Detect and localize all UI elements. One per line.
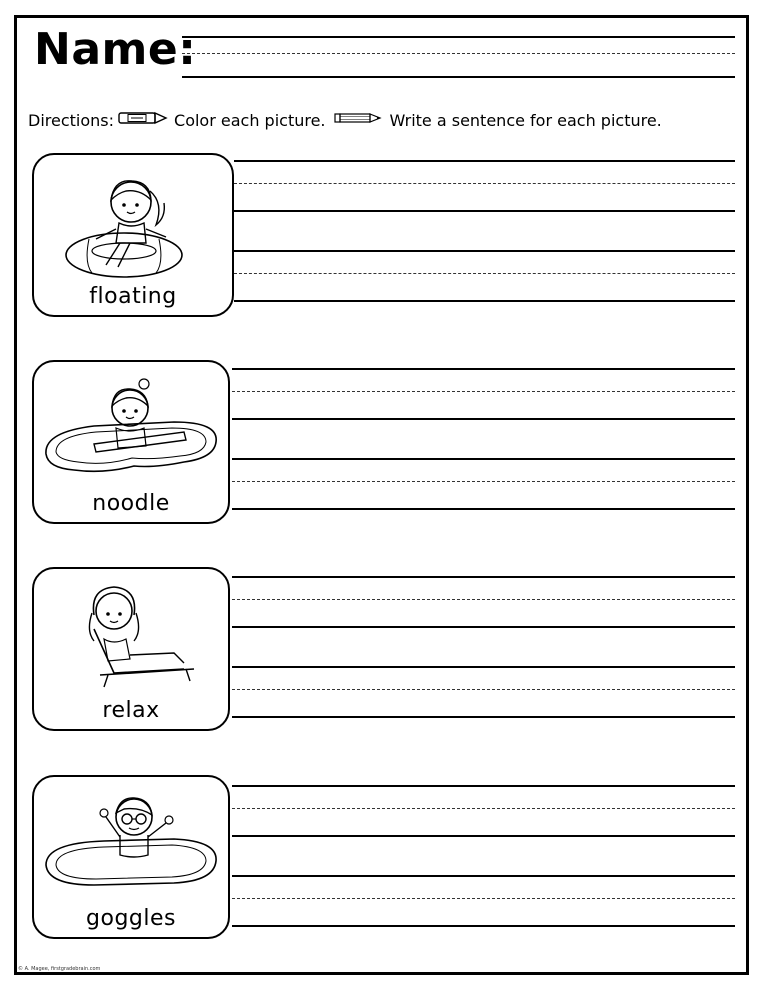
write-line — [232, 875, 735, 877]
write-line — [232, 785, 735, 787]
card-word-relax: relax — [102, 698, 160, 723]
picture-card-floating — [32, 153, 234, 317]
write-line — [232, 576, 735, 578]
guide-line — [232, 808, 735, 809]
write-line — [232, 835, 735, 837]
directions-step2: Write a sentence for each picture. — [389, 110, 662, 130]
write-line — [234, 300, 735, 302]
crayon-icon — [118, 110, 168, 130]
pencil-icon — [334, 110, 384, 130]
picture-card-relax — [32, 567, 230, 731]
girl-with-pool-noodle-icon — [34, 362, 228, 490]
guide-line — [232, 898, 735, 899]
write-line — [234, 210, 735, 212]
write-line — [232, 626, 735, 628]
card-word-floating: floating — [89, 284, 177, 309]
write-line — [232, 368, 735, 370]
write-line — [232, 458, 735, 460]
boy-with-goggles-in-pool-icon — [34, 777, 228, 905]
guide-line — [232, 391, 735, 392]
directions-label: Directions: — [28, 110, 115, 130]
write-line — [234, 250, 735, 252]
guide-line — [234, 273, 735, 274]
girl-relaxing-on-lounge-chair-icon — [34, 569, 228, 697]
card-word-noodle: noodle — [92, 491, 170, 516]
name-top-line — [182, 36, 735, 38]
picture-card-noodle — [32, 360, 230, 524]
guide-line — [232, 689, 735, 690]
guide-line — [232, 481, 735, 482]
write-line — [232, 508, 735, 510]
card-word-goggles: goggles — [86, 906, 176, 931]
name-mid-line — [182, 53, 735, 54]
write-line — [232, 925, 735, 927]
guide-line — [234, 183, 735, 184]
write-line — [232, 716, 735, 718]
write-line — [234, 160, 735, 162]
guide-line — [232, 599, 735, 600]
directions — [28, 110, 662, 130]
copyright-footer: © A. Magee, firstgradebrain.com — [18, 966, 101, 972]
name-write-line[interactable] — [182, 76, 735, 78]
picture-card-goggles — [32, 775, 230, 939]
write-line — [232, 666, 735, 668]
write-line — [232, 418, 735, 420]
girl-floating-on-tube-icon — [34, 155, 231, 283]
directions-step1: Color each picture. — [174, 110, 326, 130]
name-label: Name: — [34, 24, 197, 75]
